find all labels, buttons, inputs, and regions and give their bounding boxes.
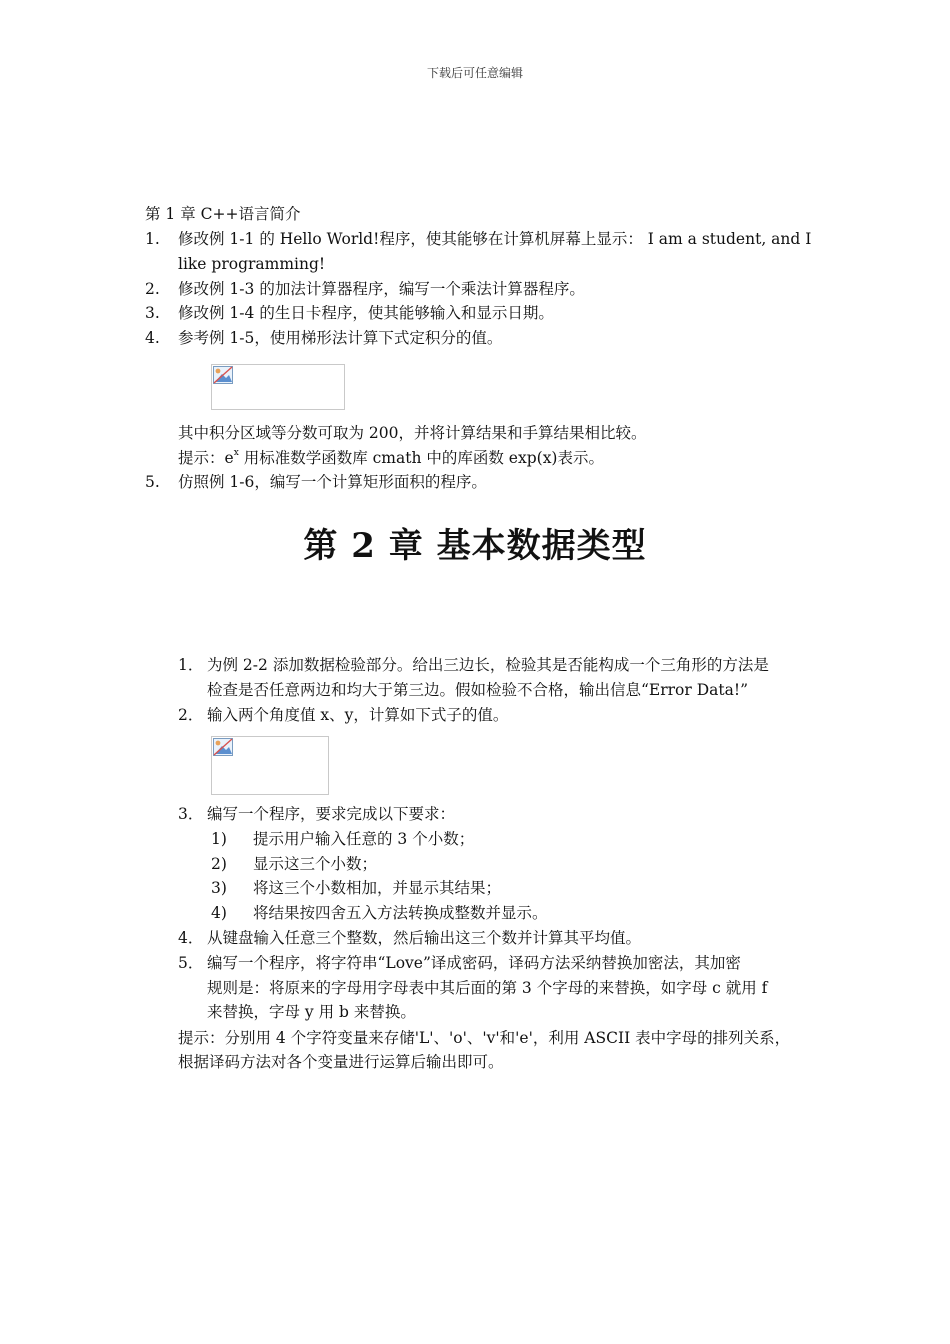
formula-image-placeholder-2 <box>211 736 329 795</box>
ch1-item-1-num: 1. <box>145 230 160 248</box>
ch1-note-1: 其中积分区域等分数可取为 200，并将计算结果和手算结果相比较。 <box>178 424 647 442</box>
ch1-item-3-num: 3. <box>145 304 160 322</box>
ch1-item-5-text: 仿照例 1-6，编写一个计算矩形面积的程序。 <box>178 473 487 491</box>
ch2-hint-line1: 提示：分别用 4 个字符变量来存储'L'、'o'、'v'和'e'，利用 ASCII 表中字母的排列关系， <box>178 1029 791 1047</box>
ch2-item-1-line1: 为例 2-2 添加数据检验部分。给出三边长，检验其是否能构成一个三角形的方法是 <box>207 656 769 674</box>
ch1-item-3-text: 修改例 1-4 的生日卡程序，使其能够输入和显示日期。 <box>178 304 554 322</box>
ch2-item-3-num: 3． <box>178 805 204 823</box>
ch2-item-4-text: 从键盘输入任意三个整数，然后输出这三个数并计算其平均值。 <box>207 929 642 947</box>
formula-image-placeholder <box>211 364 345 410</box>
ch1-item-1-line2: like programming! <box>178 255 326 273</box>
ch2-hint-line2: 根据译码方法对各个变量进行运算后输出即可。 <box>178 1053 504 1071</box>
ch2-sub-4-num: 4) <box>211 904 227 922</box>
ch2-item-3-text: 编写一个程序，要求完成以下要求： <box>207 805 456 823</box>
broken-image-icon <box>213 366 233 384</box>
ch1-item-4-text: 参考例 1-5，使用梯形法计算下式定积分的值。 <box>178 329 503 347</box>
ch1-item-2-num: 2. <box>145 280 160 298</box>
ch1-item-5-num: 5. <box>145 473 160 491</box>
ch2-sub-3-text: 将这三个小数相加，并显示其结果； <box>253 879 502 897</box>
chapter-1-title: 第 1 章 C++语言简介 <box>145 205 301 223</box>
page-header: 下载后可任意编辑 <box>426 66 523 80</box>
ch2-item-5-num: 5． <box>178 954 204 972</box>
ch1-item-4-num: 4. <box>145 329 160 347</box>
broken-image-icon <box>213 738 233 756</box>
ch2-item-2-num: 2． <box>178 706 204 724</box>
ch1-item-2-text: 修改例 1-3 的加法计算器程序，编写一个乘法计算器程序。 <box>178 280 585 298</box>
ch1-item-1-line1: 修改例 1-1 的 Hello World!程序，使其能够在计算机屏幕上显示： I am a student, and I <box>178 230 812 248</box>
ch2-sub-2-text: 显示这三个小数； <box>253 855 378 873</box>
ch2-item-5-line3: 来替换，字母 y 用 b 来替换。 <box>207 1003 416 1021</box>
ch2-sub-2-num: 2) <box>211 855 227 873</box>
ch2-sub-1-text: 提示用户输入任意的 3 个小数； <box>253 830 475 848</box>
ch2-item-5-line2: 规则是：将原来的字母用字母表中其后面的第 3 个字母的来替换，如字母 c 就用 f <box>207 979 768 997</box>
ch2-item-1-num: 1． <box>178 656 204 674</box>
ch2-sub-1-num: 1) <box>211 830 227 848</box>
chapter-2-title: 第 2 章 基本数据类型 <box>303 526 647 566</box>
ch1-note-2: 提示：$e^x$ 用标准数学函数库 cmath 中的库函数 exp(x)表示。 <box>178 448 604 467</box>
ch2-sub-4-text: 将结果按四舍五入方法转换成整数并显示。 <box>253 904 548 922</box>
ch2-item-2-text: 输入两个角度值 x、y，计算如下式子的值。 <box>207 706 509 724</box>
ch2-item-4-num: 4． <box>178 929 204 947</box>
ch2-item-1-line2: 检查是否任意两边和均大于第三边。假如检验不合格，输出信息“Error Data!” <box>207 681 749 699</box>
ch2-sub-3-num: 3) <box>211 879 227 897</box>
ch2-item-5-line1: 编写一个程序，将字符串“Love”译成密码，译码方法采纳替换加密法，其加密 <box>207 954 741 972</box>
